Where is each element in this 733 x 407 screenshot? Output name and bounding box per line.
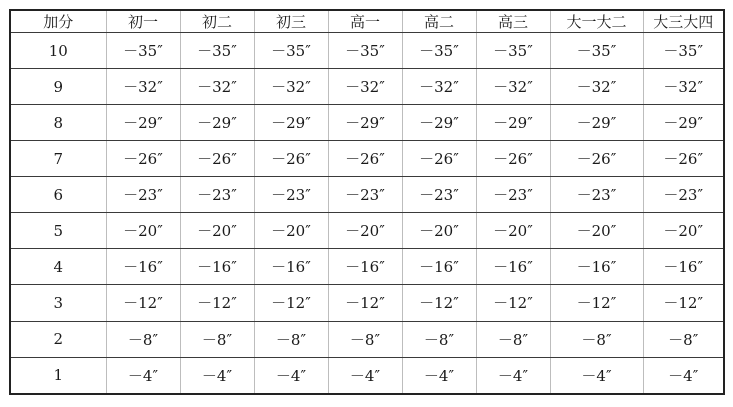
- column-header: 初三: [254, 10, 328, 33]
- time-adjustment-cell: －8″: [550, 321, 643, 357]
- time-adjustment-cell: －4″: [402, 357, 476, 394]
- time-adjustment-cell: －35″: [106, 33, 180, 69]
- column-header: 初二: [180, 10, 254, 33]
- time-adjustment-cell: －32″: [476, 69, 550, 105]
- column-header: 高三: [476, 10, 550, 33]
- time-adjustment-cell: －29″: [254, 105, 328, 141]
- time-adjustment-cell: －26″: [106, 141, 180, 177]
- time-adjustment-cell: －4″: [254, 357, 328, 394]
- table-row: [10, 357, 724, 394]
- time-adjustment-cell: －26″: [550, 141, 643, 177]
- time-adjustment-cell: －23″: [402, 177, 476, 213]
- time-adjustment-cell: －16″: [180, 249, 254, 285]
- bonus-points-cell: 3: [10, 285, 106, 321]
- time-adjustment-cell: －12″: [550, 285, 643, 321]
- bonus-score-table: [9, 9, 725, 395]
- table-row: [10, 321, 724, 357]
- time-adjustment-cell: －32″: [550, 69, 643, 105]
- time-adjustment-cell: －8″: [254, 321, 328, 357]
- time-adjustment-cell: －29″: [106, 105, 180, 141]
- table-body: [10, 33, 724, 395]
- time-adjustment-cell: －12″: [476, 285, 550, 321]
- time-adjustment-cell: －32″: [328, 69, 402, 105]
- header-row: [10, 10, 724, 33]
- column-header: 高二: [402, 10, 476, 33]
- time-adjustment-cell: －16″: [643, 249, 724, 285]
- table-row: [10, 105, 724, 141]
- table-row: [10, 141, 724, 177]
- time-adjustment-cell: －12″: [254, 285, 328, 321]
- time-adjustment-cell: －8″: [328, 321, 402, 357]
- time-adjustment-cell: －12″: [402, 285, 476, 321]
- time-adjustment-cell: －32″: [106, 69, 180, 105]
- table-row: [10, 285, 724, 321]
- time-adjustment-cell: －26″: [254, 141, 328, 177]
- time-adjustment-cell: －20″: [254, 213, 328, 249]
- time-adjustment-cell: －23″: [254, 177, 328, 213]
- time-adjustment-cell: －4″: [476, 357, 550, 394]
- time-adjustment-cell: －16″: [550, 249, 643, 285]
- time-adjustment-cell: －16″: [476, 249, 550, 285]
- time-adjustment-cell: －32″: [643, 69, 724, 105]
- time-adjustment-cell: －26″: [180, 141, 254, 177]
- table-row: [10, 177, 724, 213]
- time-adjustment-cell: －8″: [402, 321, 476, 357]
- time-adjustment-cell: －16″: [328, 249, 402, 285]
- time-adjustment-cell: －20″: [106, 213, 180, 249]
- bonus-points-cell: 10: [10, 33, 106, 69]
- time-adjustment-cell: －8″: [106, 321, 180, 357]
- time-adjustment-cell: －26″: [476, 141, 550, 177]
- time-adjustment-cell: －16″: [254, 249, 328, 285]
- table-row: [10, 33, 724, 69]
- column-header: 大一大二: [550, 10, 643, 33]
- time-adjustment-cell: －35″: [476, 33, 550, 69]
- time-adjustment-cell: －32″: [254, 69, 328, 105]
- time-adjustment-cell: －35″: [643, 33, 724, 69]
- time-adjustment-cell: －8″: [180, 321, 254, 357]
- time-adjustment-cell: －29″: [643, 105, 724, 141]
- time-adjustment-cell: －8″: [476, 321, 550, 357]
- time-adjustment-cell: －29″: [402, 105, 476, 141]
- time-adjustment-cell: －20″: [402, 213, 476, 249]
- time-adjustment-cell: －4″: [106, 357, 180, 394]
- time-adjustment-cell: －23″: [328, 177, 402, 213]
- column-header: 初一: [106, 10, 180, 33]
- time-adjustment-cell: －35″: [254, 33, 328, 69]
- time-adjustment-cell: －16″: [106, 249, 180, 285]
- bonus-points-cell: 1: [10, 357, 106, 394]
- time-adjustment-cell: －29″: [328, 105, 402, 141]
- time-adjustment-cell: －12″: [180, 285, 254, 321]
- time-adjustment-cell: －26″: [643, 141, 724, 177]
- bonus-points-cell: 9: [10, 69, 106, 105]
- time-adjustment-cell: －20″: [550, 213, 643, 249]
- time-adjustment-cell: －35″: [550, 33, 643, 69]
- time-adjustment-cell: －4″: [328, 357, 402, 394]
- column-header-bonus: 加分: [10, 10, 106, 33]
- time-adjustment-cell: －12″: [106, 285, 180, 321]
- time-adjustment-cell: －29″: [180, 105, 254, 141]
- time-adjustment-cell: －29″: [476, 105, 550, 141]
- column-header: 大三大四: [643, 10, 724, 33]
- time-adjustment-cell: －23″: [106, 177, 180, 213]
- time-adjustment-cell: －32″: [402, 69, 476, 105]
- time-adjustment-cell: －20″: [476, 213, 550, 249]
- bonus-points-cell: 8: [10, 105, 106, 141]
- time-adjustment-cell: －35″: [180, 33, 254, 69]
- time-adjustment-cell: －20″: [180, 213, 254, 249]
- time-adjustment-cell: －16″: [402, 249, 476, 285]
- time-adjustment-cell: －20″: [643, 213, 724, 249]
- time-adjustment-cell: －26″: [402, 141, 476, 177]
- column-header: 高一: [328, 10, 402, 33]
- time-adjustment-cell: －29″: [550, 105, 643, 141]
- table-row: [10, 69, 724, 105]
- time-adjustment-cell: －32″: [180, 69, 254, 105]
- time-adjustment-cell: －12″: [643, 285, 724, 321]
- time-adjustment-cell: －4″: [550, 357, 643, 394]
- time-adjustment-cell: －12″: [328, 285, 402, 321]
- bonus-points-cell: 4: [10, 249, 106, 285]
- time-adjustment-cell: －35″: [402, 33, 476, 69]
- table-row: [10, 249, 724, 285]
- time-adjustment-cell: －23″: [643, 177, 724, 213]
- time-adjustment-cell: －35″: [328, 33, 402, 69]
- bonus-points-cell: 6: [10, 177, 106, 213]
- time-adjustment-cell: －8″: [643, 321, 724, 357]
- time-adjustment-cell: －23″: [180, 177, 254, 213]
- time-adjustment-cell: －23″: [476, 177, 550, 213]
- bonus-points-cell: 5: [10, 213, 106, 249]
- bonus-points-cell: 2: [10, 321, 106, 357]
- time-adjustment-cell: －4″: [180, 357, 254, 394]
- bonus-points-cell: 7: [10, 141, 106, 177]
- time-adjustment-cell: －23″: [550, 177, 643, 213]
- time-adjustment-cell: －26″: [328, 141, 402, 177]
- table-row: [10, 213, 724, 249]
- time-adjustment-cell: －20″: [328, 213, 402, 249]
- time-adjustment-cell: －4″: [643, 357, 724, 394]
